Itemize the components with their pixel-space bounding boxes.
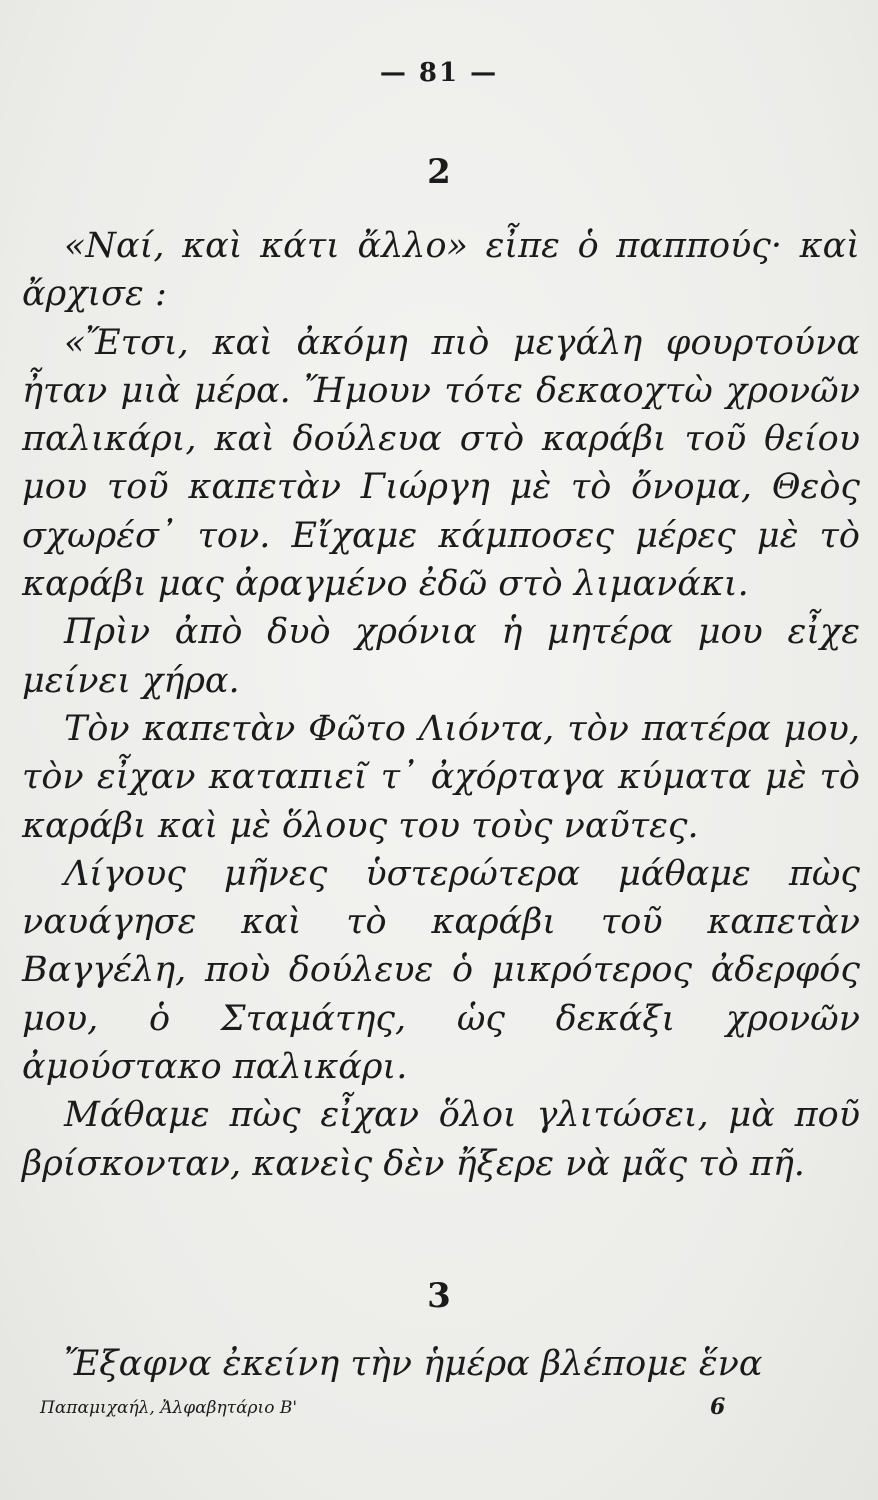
paragraph: Μάθαμε πὼς εἶχαν ὅλοι γλιτώσει, μὰ ποῦ βρίσκονταν, κανεὶς δὲν ἤξερε νὰ μᾶς τὸ πῆ. [22,1095,860,1184]
section-2-text [22,222,860,1188]
section-number-3: 3 [427,1276,451,1316]
paragraph: Πρὶν ἀπὸ δυὸ χρόνια ἡ μητέρα μου εἶχε μείνει χήρα. [22,612,860,701]
paragraph: «Ἔτσι, καὶ ἀκόμη πιὸ μεγάλη φουρτούνα ἦταν μιὰ μέρα. Ἤμουν τότε δεκαοχτὼ χρονῶν παλικάρι, καὶ δούλευα στὸ καράβι τοῦ θείου μου τοῦ καπετὰν Γιώργη μὲ τὸ ὄνομα, Θεὸς σχωρέσ᾿ τον. Εἴχαμε κάμποσες μέρες μὲ τὸ καράβι μας ἀραγμένο ἐδῶ στὸ λιμανάκι. [22,322,860,605]
paragraph: Λίγους μῆνες ὑστερώτερα μάθαμε πὼς ναυάγησε καὶ τὸ καράβι τοῦ καπετὰν Βαγγέλη, ποὺ δούλευε ὁ μικρότερος ἀδερφός μου, ὁ Σταμάτης, ὡς δεκάξι χρονῶν ἀμούστακο παλικάρι. [22,853,860,1088]
footer-signature-mark: 6 [710,1394,726,1420]
page-footer [40,1394,740,1428]
section-3-text [22,1340,860,1388]
footer-book-title: Παπαμιχαήλ, Ἀλφαβητάριο Β' [40,1398,298,1418]
paragraph: Ἔξαφνα ἐκείνη τὴν ἡμέρα βλέπομε ἕνα [64,1344,763,1384]
page-number: — 81 — [379,58,499,88]
paragraph: Τὸν καπετὰν Φῶτο Λιόντα, τὸν πατέρα μου, τὸν εἶχαν καταπιεῖ τ᾿ ἀχόρταγα κύματα μὲ τὸ καράβι καὶ μὲ ὅλους του τοὺς ναῦτες. [22,708,860,846]
paragraph: «Ναί, καὶ κάτι ἄλλο» εἶπε ὁ παππούς· καὶ ἄρχισε : [22,226,860,315]
section-number-2: 2 [427,152,451,192]
